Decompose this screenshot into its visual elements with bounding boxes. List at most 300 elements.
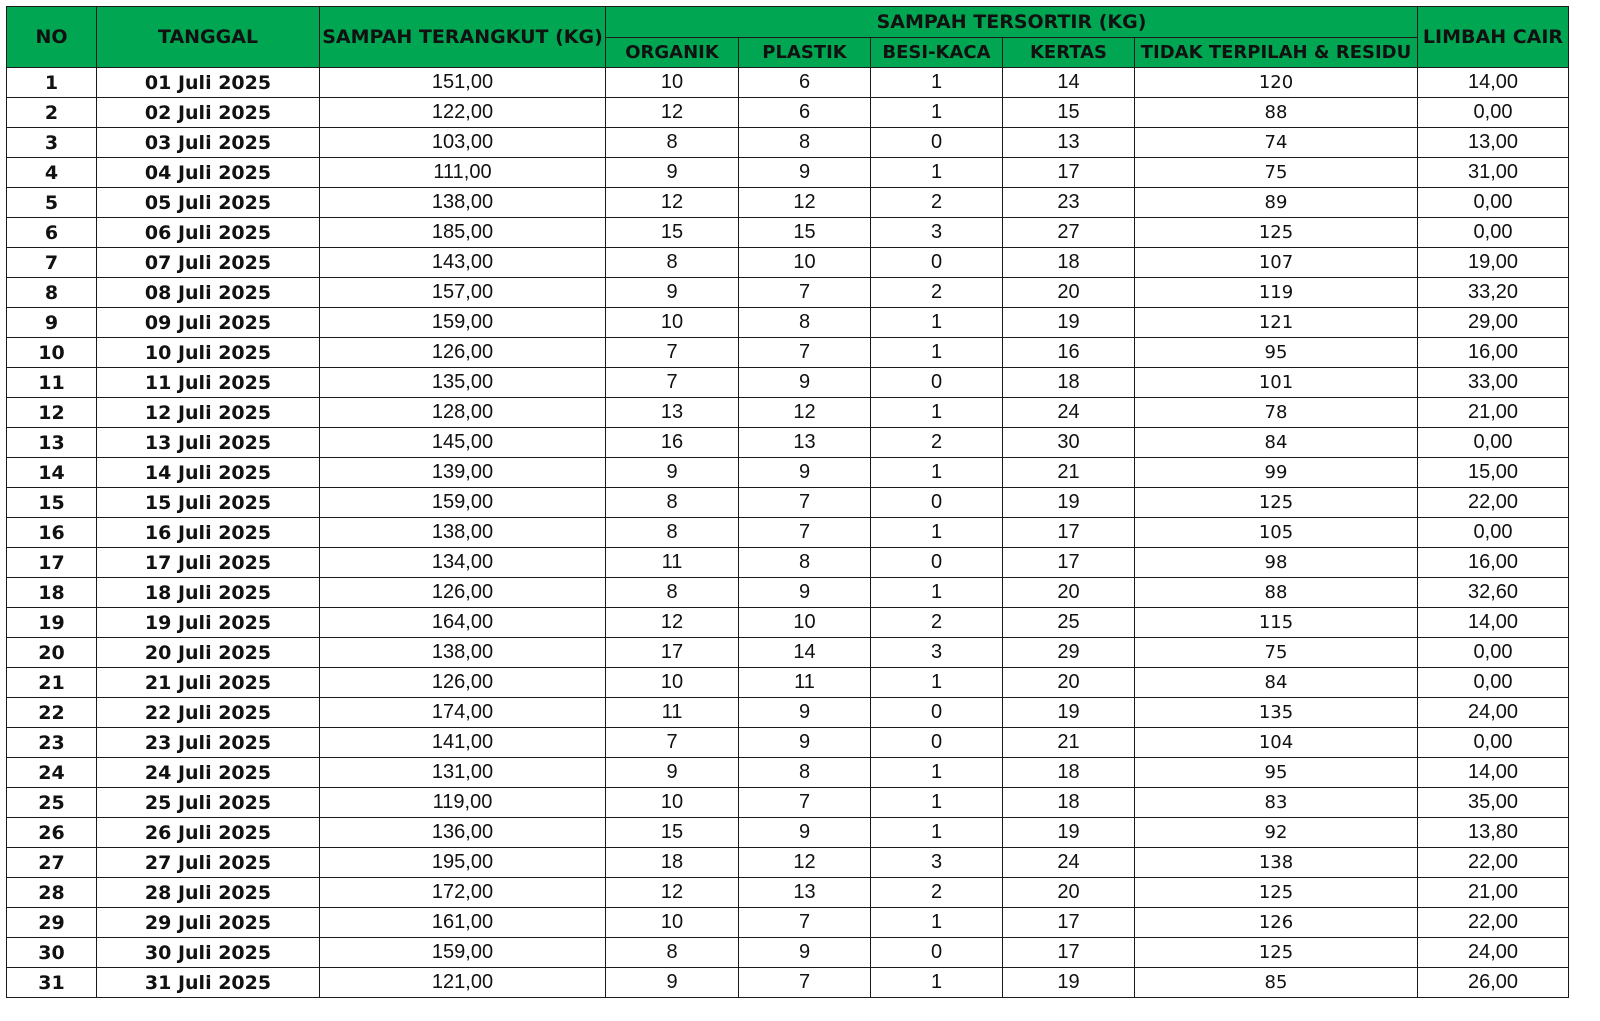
table-row [7, 968, 1569, 998]
table-row [7, 488, 1569, 518]
cell-kertas: 17 [1003, 548, 1135, 578]
table-row [7, 608, 1569, 638]
header-limbah-cair: LIMBAH CAIR [1418, 7, 1569, 68]
cell-no: 17 [7, 548, 97, 578]
cell-plastik: 12 [739, 188, 871, 218]
cell-residu: 95 [1135, 338, 1418, 368]
cell-tanggal: 25 Juli 2025 [97, 788, 320, 818]
table-row [7, 248, 1569, 278]
table-row [7, 818, 1569, 848]
cell-besi-kaca: 3 [871, 218, 1003, 248]
table-row [7, 188, 1569, 218]
cell-tanggal: 09 Juli 2025 [97, 308, 320, 338]
cell-besi-kaca: 1 [871, 668, 1003, 698]
cell-plastik: 8 [739, 548, 871, 578]
cell-kertas: 29 [1003, 638, 1135, 668]
cell-besi-kaca: 1 [871, 578, 1003, 608]
cell-plastik: 9 [739, 368, 871, 398]
cell-kertas: 15 [1003, 98, 1135, 128]
cell-limbah-cair: 14,00 [1418, 758, 1569, 788]
cell-no: 12 [7, 398, 97, 428]
cell-no: 23 [7, 728, 97, 758]
table-row [7, 398, 1569, 428]
cell-kertas: 18 [1003, 368, 1135, 398]
cell-plastik: 9 [739, 698, 871, 728]
cell-plastik: 12 [739, 848, 871, 878]
cell-no: 19 [7, 608, 97, 638]
table-row [7, 98, 1569, 128]
header-besi-kaca: BESI-KACA [871, 38, 1003, 68]
cell-limbah-cair: 19,00 [1418, 248, 1569, 278]
cell-terangkut: 195,00 [320, 848, 606, 878]
cell-organik: 15 [606, 818, 739, 848]
cell-residu: 88 [1135, 98, 1418, 128]
cell-limbah-cair: 31,00 [1418, 158, 1569, 188]
cell-terangkut: 159,00 [320, 308, 606, 338]
cell-organik: 7 [606, 728, 739, 758]
cell-kertas: 19 [1003, 698, 1135, 728]
cell-besi-kaca: 1 [871, 968, 1003, 998]
table-row [7, 698, 1569, 728]
cell-kertas: 16 [1003, 338, 1135, 368]
cell-besi-kaca: 0 [871, 938, 1003, 968]
cell-limbah-cair: 32,60 [1418, 578, 1569, 608]
cell-no: 15 [7, 488, 97, 518]
cell-organik: 9 [606, 278, 739, 308]
cell-limbah-cair: 33,00 [1418, 368, 1569, 398]
cell-terangkut: 126,00 [320, 578, 606, 608]
cell-organik: 16 [606, 428, 739, 458]
cell-limbah-cair: 15,00 [1418, 458, 1569, 488]
cell-residu: 83 [1135, 788, 1418, 818]
cell-organik: 8 [606, 248, 739, 278]
cell-limbah-cair: 14,00 [1418, 68, 1569, 98]
cell-limbah-cair: 24,00 [1418, 698, 1569, 728]
cell-terangkut: 119,00 [320, 788, 606, 818]
cell-kertas: 14 [1003, 68, 1135, 98]
cell-terangkut: 138,00 [320, 638, 606, 668]
table-row [7, 878, 1569, 908]
cell-terangkut: 157,00 [320, 278, 606, 308]
cell-kertas: 24 [1003, 398, 1135, 428]
cell-plastik: 7 [739, 278, 871, 308]
cell-besi-kaca: 1 [871, 788, 1003, 818]
table-row [7, 788, 1569, 818]
cell-plastik: 9 [739, 158, 871, 188]
cell-besi-kaca: 1 [871, 98, 1003, 128]
cell-kertas: 19 [1003, 488, 1135, 518]
cell-residu: 78 [1135, 398, 1418, 428]
cell-terangkut: 159,00 [320, 488, 606, 518]
cell-besi-kaca: 1 [871, 308, 1003, 338]
cell-limbah-cair: 16,00 [1418, 338, 1569, 368]
cell-besi-kaca: 1 [871, 338, 1003, 368]
cell-organik: 8 [606, 578, 739, 608]
cell-terangkut: 136,00 [320, 818, 606, 848]
cell-tanggal: 26 Juli 2025 [97, 818, 320, 848]
cell-tanggal: 17 Juli 2025 [97, 548, 320, 578]
cell-residu: 125 [1135, 938, 1418, 968]
cell-kertas: 19 [1003, 968, 1135, 998]
cell-no: 28 [7, 878, 97, 908]
cell-tanggal: 06 Juli 2025 [97, 218, 320, 248]
table-row [7, 638, 1569, 668]
table-header [7, 7, 1569, 68]
cell-kertas: 20 [1003, 668, 1135, 698]
table-row [7, 548, 1569, 578]
cell-no: 25 [7, 788, 97, 818]
cell-organik: 11 [606, 548, 739, 578]
cell-residu: 89 [1135, 188, 1418, 218]
cell-organik: 9 [606, 758, 739, 788]
cell-residu: 125 [1135, 878, 1418, 908]
cell-limbah-cair: 0,00 [1418, 188, 1569, 218]
cell-kertas: 21 [1003, 728, 1135, 758]
cell-besi-kaca: 0 [871, 248, 1003, 278]
cell-kertas: 24 [1003, 848, 1135, 878]
cell-plastik: 7 [739, 908, 871, 938]
table-row [7, 458, 1569, 488]
table-row [7, 428, 1569, 458]
cell-limbah-cair: 29,00 [1418, 308, 1569, 338]
cell-no: 27 [7, 848, 97, 878]
header-organik: ORGANIK [606, 38, 739, 68]
cell-no: 7 [7, 248, 97, 278]
table-row [7, 218, 1569, 248]
table-row [7, 908, 1569, 938]
cell-terangkut: 131,00 [320, 758, 606, 788]
cell-limbah-cair: 0,00 [1418, 218, 1569, 248]
cell-organik: 18 [606, 848, 739, 878]
cell-organik: 10 [606, 68, 739, 98]
cell-plastik: 9 [739, 458, 871, 488]
cell-tanggal: 02 Juli 2025 [97, 98, 320, 128]
cell-terangkut: 111,00 [320, 158, 606, 188]
cell-terangkut: 151,00 [320, 68, 606, 98]
cell-no: 8 [7, 278, 97, 308]
cell-besi-kaca: 1 [871, 158, 1003, 188]
cell-kertas: 20 [1003, 278, 1135, 308]
cell-tanggal: 04 Juli 2025 [97, 158, 320, 188]
waste-report-sheet [6, 6, 1569, 998]
cell-kertas: 20 [1003, 878, 1135, 908]
cell-kertas: 19 [1003, 308, 1135, 338]
cell-terangkut: 126,00 [320, 668, 606, 698]
cell-organik: 7 [606, 368, 739, 398]
cell-no: 2 [7, 98, 97, 128]
cell-limbah-cair: 21,00 [1418, 878, 1569, 908]
cell-organik: 9 [606, 458, 739, 488]
waste-table [6, 6, 1569, 998]
cell-plastik: 8 [739, 758, 871, 788]
cell-besi-kaca: 0 [871, 128, 1003, 158]
cell-besi-kaca: 2 [871, 428, 1003, 458]
cell-terangkut: 161,00 [320, 908, 606, 938]
cell-terangkut: 121,00 [320, 968, 606, 998]
cell-limbah-cair: 13,80 [1418, 818, 1569, 848]
cell-residu: 115 [1135, 608, 1418, 638]
table-row [7, 578, 1569, 608]
cell-terangkut: 135,00 [320, 368, 606, 398]
cell-no: 6 [7, 218, 97, 248]
cell-tanggal: 12 Juli 2025 [97, 398, 320, 428]
cell-no: 4 [7, 158, 97, 188]
cell-kertas: 17 [1003, 908, 1135, 938]
cell-terangkut: 159,00 [320, 938, 606, 968]
table-row [7, 338, 1569, 368]
cell-tanggal: 28 Juli 2025 [97, 878, 320, 908]
cell-terangkut: 174,00 [320, 698, 606, 728]
cell-kertas: 30 [1003, 428, 1135, 458]
cell-plastik: 6 [739, 68, 871, 98]
cell-kertas: 18 [1003, 248, 1135, 278]
cell-besi-kaca: 2 [871, 188, 1003, 218]
cell-terangkut: 122,00 [320, 98, 606, 128]
cell-besi-kaca: 2 [871, 878, 1003, 908]
cell-tanggal: 27 Juli 2025 [97, 848, 320, 878]
cell-tanggal: 21 Juli 2025 [97, 668, 320, 698]
cell-no: 9 [7, 308, 97, 338]
cell-kertas: 20 [1003, 578, 1135, 608]
cell-plastik: 10 [739, 608, 871, 638]
cell-besi-kaca: 1 [871, 458, 1003, 488]
cell-terangkut: 143,00 [320, 248, 606, 278]
cell-limbah-cair: 0,00 [1418, 668, 1569, 698]
header-tersortir: SAMPAH TERSORTIR (KG) [606, 7, 1418, 38]
cell-plastik: 8 [739, 128, 871, 158]
cell-terangkut: 172,00 [320, 878, 606, 908]
cell-organik: 12 [606, 608, 739, 638]
cell-limbah-cair: 26,00 [1418, 968, 1569, 998]
cell-plastik: 9 [739, 938, 871, 968]
cell-besi-kaca: 0 [871, 368, 1003, 398]
cell-kertas: 17 [1003, 938, 1135, 968]
cell-tanggal: 05 Juli 2025 [97, 188, 320, 218]
cell-terangkut: 128,00 [320, 398, 606, 428]
cell-limbah-cair: 16,00 [1418, 548, 1569, 578]
cell-limbah-cair: 22,00 [1418, 488, 1569, 518]
cell-besi-kaca: 0 [871, 488, 1003, 518]
cell-kertas: 21 [1003, 458, 1135, 488]
cell-terangkut: 126,00 [320, 338, 606, 368]
cell-no: 16 [7, 518, 97, 548]
cell-plastik: 7 [739, 518, 871, 548]
cell-terangkut: 185,00 [320, 218, 606, 248]
cell-plastik: 10 [739, 248, 871, 278]
header-terangkut: SAMPAH TERANGKUT (KG) [320, 7, 606, 68]
cell-tanggal: 20 Juli 2025 [97, 638, 320, 668]
table-row [7, 308, 1569, 338]
cell-organik: 12 [606, 188, 739, 218]
cell-residu: 107 [1135, 248, 1418, 278]
cell-plastik: 7 [739, 338, 871, 368]
cell-limbah-cair: 22,00 [1418, 908, 1569, 938]
header-plastik: PLASTIK [739, 38, 871, 68]
cell-residu: 135 [1135, 698, 1418, 728]
cell-plastik: 12 [739, 398, 871, 428]
cell-plastik: 11 [739, 668, 871, 698]
cell-limbah-cair: 35,00 [1418, 788, 1569, 818]
cell-plastik: 13 [739, 428, 871, 458]
cell-no: 10 [7, 338, 97, 368]
cell-plastik: 15 [739, 218, 871, 248]
cell-besi-kaca: 0 [871, 698, 1003, 728]
cell-organik: 8 [606, 128, 739, 158]
cell-besi-kaca: 1 [871, 68, 1003, 98]
cell-limbah-cair: 0,00 [1418, 518, 1569, 548]
cell-limbah-cair: 13,00 [1418, 128, 1569, 158]
cell-tanggal: 10 Juli 2025 [97, 338, 320, 368]
cell-tanggal: 13 Juli 2025 [97, 428, 320, 458]
cell-plastik: 6 [739, 98, 871, 128]
cell-tanggal: 07 Juli 2025 [97, 248, 320, 278]
cell-organik: 10 [606, 668, 739, 698]
cell-residu: 119 [1135, 278, 1418, 308]
cell-terangkut: 141,00 [320, 728, 606, 758]
cell-no: 20 [7, 638, 97, 668]
cell-plastik: 9 [739, 728, 871, 758]
cell-residu: 95 [1135, 758, 1418, 788]
cell-terangkut: 164,00 [320, 608, 606, 638]
header-kertas: KERTAS [1003, 38, 1135, 68]
cell-residu: 92 [1135, 818, 1418, 848]
cell-limbah-cair: 0,00 [1418, 728, 1569, 758]
cell-kertas: 13 [1003, 128, 1135, 158]
cell-residu: 101 [1135, 368, 1418, 398]
cell-tanggal: 24 Juli 2025 [97, 758, 320, 788]
cell-limbah-cair: 33,20 [1418, 278, 1569, 308]
cell-besi-kaca: 3 [871, 638, 1003, 668]
cell-plastik: 13 [739, 878, 871, 908]
header-residu: TIDAK TERPILAH & RESIDU [1135, 38, 1418, 68]
cell-plastik: 7 [739, 968, 871, 998]
cell-kertas: 27 [1003, 218, 1135, 248]
table-row [7, 938, 1569, 968]
cell-kertas: 17 [1003, 518, 1135, 548]
cell-organik: 15 [606, 218, 739, 248]
header-no: NO [7, 7, 97, 68]
cell-organik: 8 [606, 488, 739, 518]
cell-limbah-cair: 0,00 [1418, 638, 1569, 668]
cell-no: 24 [7, 758, 97, 788]
cell-tanggal: 08 Juli 2025 [97, 278, 320, 308]
cell-residu: 120 [1135, 68, 1418, 98]
cell-limbah-cair: 24,00 [1418, 938, 1569, 968]
cell-residu: 125 [1135, 218, 1418, 248]
cell-tanggal: 16 Juli 2025 [97, 518, 320, 548]
cell-residu: 121 [1135, 308, 1418, 338]
cell-residu: 74 [1135, 128, 1418, 158]
cell-no: 29 [7, 908, 97, 938]
cell-tanggal: 11 Juli 2025 [97, 368, 320, 398]
cell-tanggal: 19 Juli 2025 [97, 608, 320, 638]
cell-tanggal: 29 Juli 2025 [97, 908, 320, 938]
cell-organik: 10 [606, 308, 739, 338]
cell-no: 18 [7, 578, 97, 608]
cell-no: 30 [7, 938, 97, 968]
cell-limbah-cair: 14,00 [1418, 608, 1569, 638]
cell-no: 21 [7, 668, 97, 698]
cell-kertas: 17 [1003, 158, 1135, 188]
cell-tanggal: 15 Juli 2025 [97, 488, 320, 518]
cell-residu: 85 [1135, 968, 1418, 998]
cell-residu: 104 [1135, 728, 1418, 758]
cell-organik: 11 [606, 698, 739, 728]
table-row [7, 518, 1569, 548]
cell-kertas: 18 [1003, 788, 1135, 818]
cell-plastik: 8 [739, 308, 871, 338]
cell-organik: 8 [606, 938, 739, 968]
cell-residu: 105 [1135, 518, 1418, 548]
cell-no: 31 [7, 968, 97, 998]
cell-organik: 10 [606, 788, 739, 818]
cell-limbah-cair: 0,00 [1418, 428, 1569, 458]
cell-no: 5 [7, 188, 97, 218]
table-row [7, 68, 1569, 98]
cell-tanggal: 03 Juli 2025 [97, 128, 320, 158]
cell-besi-kaca: 3 [871, 848, 1003, 878]
cell-kertas: 19 [1003, 818, 1135, 848]
table-row [7, 278, 1569, 308]
cell-terangkut: 103,00 [320, 128, 606, 158]
cell-organik: 12 [606, 878, 739, 908]
cell-besi-kaca: 0 [871, 728, 1003, 758]
table-row [7, 668, 1569, 698]
cell-besi-kaca: 1 [871, 398, 1003, 428]
cell-kertas: 23 [1003, 188, 1135, 218]
cell-tanggal: 30 Juli 2025 [97, 938, 320, 968]
cell-no: 26 [7, 818, 97, 848]
cell-tanggal: 22 Juli 2025 [97, 698, 320, 728]
table-row [7, 158, 1569, 188]
cell-terangkut: 134,00 [320, 548, 606, 578]
cell-residu: 125 [1135, 488, 1418, 518]
cell-besi-kaca: 1 [871, 758, 1003, 788]
cell-terangkut: 139,00 [320, 458, 606, 488]
cell-plastik: 9 [739, 578, 871, 608]
cell-residu: 75 [1135, 158, 1418, 188]
cell-tanggal: 18 Juli 2025 [97, 578, 320, 608]
cell-limbah-cair: 21,00 [1418, 398, 1569, 428]
cell-organik: 10 [606, 908, 739, 938]
cell-residu: 138 [1135, 848, 1418, 878]
cell-besi-kaca: 1 [871, 818, 1003, 848]
cell-no: 22 [7, 698, 97, 728]
cell-plastik: 9 [739, 818, 871, 848]
cell-no: 1 [7, 68, 97, 98]
cell-terangkut: 138,00 [320, 188, 606, 218]
cell-residu: 98 [1135, 548, 1418, 578]
cell-no: 3 [7, 128, 97, 158]
cell-kertas: 25 [1003, 608, 1135, 638]
cell-tanggal: 31 Juli 2025 [97, 968, 320, 998]
table-row [7, 758, 1569, 788]
cell-besi-kaca: 0 [871, 548, 1003, 578]
cell-besi-kaca: 2 [871, 608, 1003, 638]
cell-residu: 84 [1135, 668, 1418, 698]
cell-besi-kaca: 2 [871, 278, 1003, 308]
cell-organik: 7 [606, 338, 739, 368]
cell-kertas: 18 [1003, 758, 1135, 788]
cell-plastik: 14 [739, 638, 871, 668]
header-tanggal: TANGGAL [97, 7, 320, 68]
cell-plastik: 7 [739, 488, 871, 518]
cell-no: 14 [7, 458, 97, 488]
table-row [7, 728, 1569, 758]
cell-terangkut: 145,00 [320, 428, 606, 458]
table-row [7, 368, 1569, 398]
cell-organik: 9 [606, 968, 739, 998]
